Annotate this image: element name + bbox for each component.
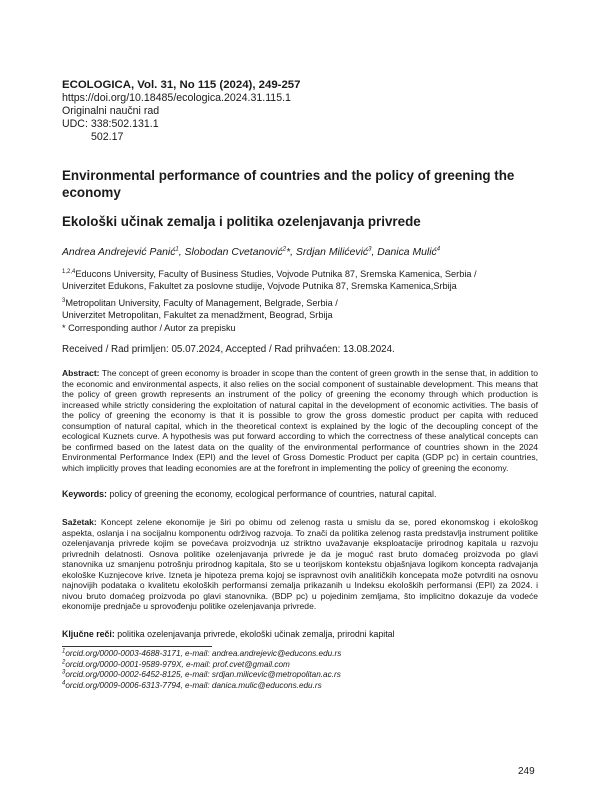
- footnotes: [62, 649, 538, 691]
- affiliation-line: Univerzitet Metropolitan, Fakultet za menadžment, Beograd, Srbija: [62, 310, 333, 321]
- author-name: Srdjan Milićević: [295, 247, 369, 258]
- footnote-sup: 3: [62, 669, 66, 676]
- affiliation-educons: [62, 268, 542, 292]
- author-sup: 3: [368, 246, 372, 253]
- udc-code-continued: 502.17: [91, 131, 124, 143]
- keywords: [62, 489, 538, 499]
- kljucne-label: Ključne reči:: [62, 629, 115, 639]
- author-name: Danica Mulić: [377, 247, 437, 258]
- page-number: 249: [518, 766, 535, 777]
- doi-link[interactable]: https://doi.org/10.18485/ecologica.2024.31.115.1: [62, 92, 291, 104]
- author-list: [62, 247, 542, 258]
- abstract-text: The concept of green economy is broader in scope than the content of green growth in the sense that, in addition to the economic and environmental aspects, it also relies on the social component of sustainable development. This means that the policy of green growth represents an instrument of the policy of greening the economy through which production is increased while strictly considering the exploitation of natural capital in the development of economic activities. The basis of the policy of greening the economy is that it is possible to grow the gross domestic product per capita with reduced consumption of natural capital, which in the theoretical context is explained by the logic of the decoupling concept of the ecological Kuznets curve. A hypothesis was put forward according to which the correctness of these analytical concepts can be confirmed based on the latest data on the quality of the environmental performance of countries shown in the 2024 Environmental Performance Index (EPI) and the level of Gross Domestic Product per capita (GDP pc) in certain countries, which implicitly proves that leading economies are at the forefront in implementing the policy of greening the economy.: [62, 368, 538, 473]
- affiliation-line: Metropolitan University, Faculty of Management, Belgrade, Serbia /: [65, 298, 338, 308]
- author-sep: ,: [178, 247, 185, 258]
- footnote: [62, 681, 538, 692]
- author-sep: *,: [286, 247, 296, 258]
- keywords-label: Keywords:: [62, 489, 107, 499]
- received-accepted-dates: Received / Rad primljen: 05.07.2024, Accepted / Rad prihvaćen: 13.08.2024.: [62, 344, 395, 355]
- footnote-text[interactable]: orcid.org/0009-0006-6313-7794, e-mail: danica.mulic@educons.edu.rs: [65, 680, 322, 690]
- author-name: Slobodan Cvetanović: [184, 247, 283, 258]
- title-english: Environmental performance of countries and the policy of greening the economy: [62, 168, 515, 200]
- kljucne-reci: [62, 629, 538, 639]
- footnote: [62, 660, 538, 671]
- sazetak-label: Sažetak:: [62, 517, 97, 527]
- footnote-sup: 1: [62, 648, 66, 655]
- article-type: Originalni naučni rad: [62, 105, 160, 117]
- author-sup: 4: [436, 246, 441, 253]
- affiliation-line: Educons University, Faculty of Business Studies, Vojvode Putnika 87, Sremska Kamenica, Serbia /: [75, 269, 477, 279]
- footnote: [62, 670, 538, 681]
- footnote-text[interactable]: orcid.org/0000-0003-4688-3171, e-mail: andrea.andrejevic@educons.edu.rs: [65, 649, 342, 658]
- abstract-label: Abstract:: [62, 368, 100, 378]
- abstract: [62, 368, 538, 473]
- affiliation-line: Univerzitet Edukons, Fakultet za poslovne studije, Vojvode Putnika 87, Sremska Kamenica,Srbija: [62, 281, 457, 292]
- affiliation-sup: 3: [62, 297, 66, 304]
- journal-citation: ECOLOGICA, Vol. 31, No 115 (2024), 249-257: [62, 79, 301, 91]
- kljucne-text: politika ozelenjavanja privrede, ekološki učinak zemalja, prirodni kapital: [114, 629, 395, 639]
- author-sep: ,: [371, 247, 378, 258]
- author-name: Andrea Andrejević Panić: [62, 247, 176, 258]
- footnote-text[interactable]: orcid.org/0000-0002-6452-8125, e-mail: srdjan.milicevic@metropolitan.ac.rs: [65, 670, 341, 680]
- sazetak-text: Koncept zelene ekonomije je širi po obimu od zelenog rasta u smislu da se, pored ekonomskog i ekološkog aspekta, oslanja i na socijalnu komponentu održivog razvoja. To znači da politika zelenog rasta predstavlja instrument politike ozelenjavanja privrede kojim se povećava proizvodnja uz striktno uvažavanje eksploatacije prirodnog kapitala u razvoju privrednih delatnosti. Osnova politike ozelenjavanja privrede je da je moguć rast bruto domaćeg proizvoda po glavi stanovnika uz smanjenu potrošnju prirodnog kapitala, što se u teorijskom kontekstu objašnjava logikom koncepta radvajanja ekološke Kuznjecove krive. Izneta je hipoteza prema kojoj se ispravnost ovih analitičkih koncepata može potvrditi na osnovu najnovijih podataka o kvalitetu ekoloških performansi zemalja prikazanih u Indeksu ekoloških performansi (EPI) za 2024. i nivou bruto domaćeg proizvoda po glavi stanovnika. (BDP pc) u pojedinim zemljama, što implicitno dokazuje da vodeće ekonomije prednjače u sprovođenju politike ozelenjavanja privrede.: [62, 517, 538, 611]
- affiliation-sup: 1,2,4: [62, 268, 76, 275]
- udc-code: UDC: 338:502.131.1: [62, 118, 159, 130]
- title-serbian: Ekološki učinak zemalja i politika ozelenjavanja privrede: [62, 214, 421, 229]
- keywords-text: policy of greening the economy, ecological performance of countries, natural capital.: [106, 489, 437, 499]
- author-sup: 2: [282, 246, 287, 253]
- affiliation-metropolitan: [62, 297, 542, 321]
- corresponding-author-note: * Corresponding author / Autor za prepisku: [62, 323, 236, 333]
- footnote-sup: 4: [62, 680, 66, 687]
- footnote-text[interactable]: orcid.org/0000-0001-9589-979X, e-mail: prof.cvet@gmail.com: [65, 659, 290, 669]
- sazetak: [62, 517, 538, 612]
- footnote-divider: [62, 646, 212, 647]
- author-sup: 1: [175, 246, 179, 253]
- journal-header: [62, 79, 542, 144]
- footnote-sup: 2: [62, 658, 66, 665]
- footnote: [62, 649, 538, 660]
